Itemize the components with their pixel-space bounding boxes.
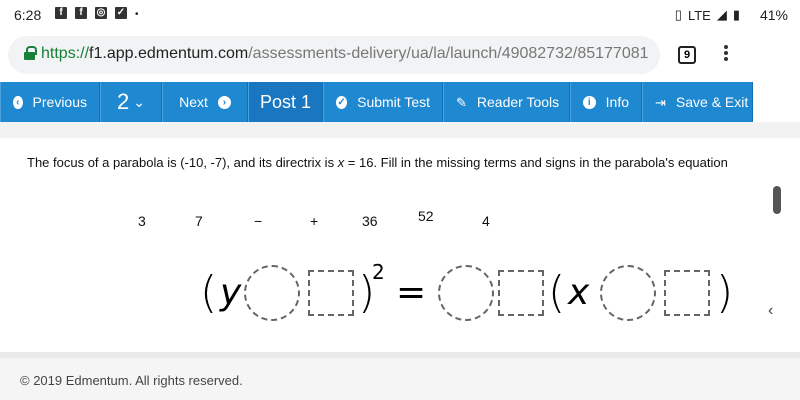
tab-switcher-button[interactable]: 9: [678, 46, 696, 64]
variable-x: x: [568, 272, 590, 313]
url-path: /assessments-delivery/ua/la/launch/49082732/85177081: [248, 45, 649, 62]
answer-tile[interactable]: 7: [195, 213, 203, 229]
close-paren: ): [358, 267, 376, 318]
facebook-icon: f: [55, 7, 67, 19]
sign-drop-slot[interactable]: [244, 265, 300, 321]
battery-percent: 41%: [759, 7, 788, 23]
info-label: Info: [605, 94, 629, 110]
chevron-left-icon[interactable]: ‹: [768, 302, 774, 319]
info-button[interactable]: [570, 82, 642, 122]
term-drop-slot[interactable]: [498, 270, 544, 316]
footer: [0, 358, 800, 400]
url-host: f1.app.edmentum.com: [89, 45, 249, 62]
facebook-icon: f: [75, 7, 87, 19]
sign-drop-slot[interactable]: [600, 265, 656, 321]
lock-icon: [24, 46, 35, 59]
info-circle-icon: i: [583, 96, 596, 109]
shield-icon: ✓: [116, 7, 126, 18]
previous-label: Previous: [32, 94, 87, 110]
answer-tile[interactable]: 3: [138, 213, 146, 229]
previous-button[interactable]: [0, 82, 100, 122]
vibrate-icon: ▯: [674, 7, 682, 22]
question-panel: [0, 138, 753, 350]
assessment-toolbar: [0, 82, 753, 122]
status-bar: [0, 0, 800, 30]
status-time: 6:28: [14, 7, 42, 23]
question-number-dropdown[interactable]: [100, 82, 162, 122]
submit-test-button[interactable]: [323, 82, 443, 122]
close-paren: ): [716, 267, 734, 318]
exit-icon: ⇥: [655, 94, 666, 110]
scrollbar-thumb[interactable]: [773, 186, 781, 214]
reader-tools-button[interactable]: [443, 82, 570, 122]
url-scheme: https://: [41, 45, 90, 62]
answer-tile[interactable]: 52: [418, 208, 434, 224]
answer-tile[interactable]: −: [254, 213, 263, 229]
next-label: Next: [179, 94, 208, 110]
save-exit-label: Save & Exit: [675, 94, 749, 110]
signal-icon: ◢: [716, 7, 727, 22]
status-right-icons: [675, 7, 740, 23]
term-drop-slot[interactable]: [664, 270, 710, 316]
copyright-text: © 2019 Edmentum. All rights reserved.: [20, 373, 243, 388]
submit-label: Submit Test: [357, 94, 430, 110]
wrench-icon: ✎: [456, 94, 467, 110]
instagram-icon: ◎: [96, 7, 106, 18]
url-bar[interactable]: [8, 36, 660, 74]
equals-sign: =: [396, 272, 427, 313]
answer-tile[interactable]: +: [310, 213, 319, 229]
answer-tile[interactable]: 36: [362, 213, 378, 229]
variable-y: y: [220, 272, 242, 313]
exponent: 2: [372, 260, 385, 284]
toolbar-divider: [0, 122, 800, 138]
next-button[interactable]: [162, 82, 248, 122]
open-paren: (: [200, 267, 218, 318]
arrow-right-circle-icon: ›: [218, 96, 231, 109]
question-number: 2: [117, 89, 130, 114]
notification-icons: [55, 7, 139, 23]
answer-tile[interactable]: 4: [482, 213, 490, 229]
term-drop-slot[interactable]: [308, 270, 354, 316]
arrow-left-circle-icon: ‹: [13, 96, 23, 109]
browser-menu-icon[interactable]: [722, 43, 730, 65]
battery-icon: ▮: [732, 7, 740, 22]
network-type: LTE: [687, 7, 711, 23]
sign-drop-slot[interactable]: [438, 265, 494, 321]
post-label: Post 1: [248, 82, 323, 122]
save-exit-button[interactable]: [642, 82, 753, 122]
open-paren: (: [548, 267, 566, 318]
reader-label: Reader Tools: [476, 94, 560, 110]
more-notifications-dot: •: [135, 9, 139, 20]
question-text: The focus of a parabola is (-10, -7), and its directrix is x = 16. Fill in the missing terms and signs in the parabola's equation: [27, 155, 728, 170]
chevron-down-icon: ⌄: [133, 93, 145, 110]
check-circle-icon: ✓: [337, 96, 346, 108]
